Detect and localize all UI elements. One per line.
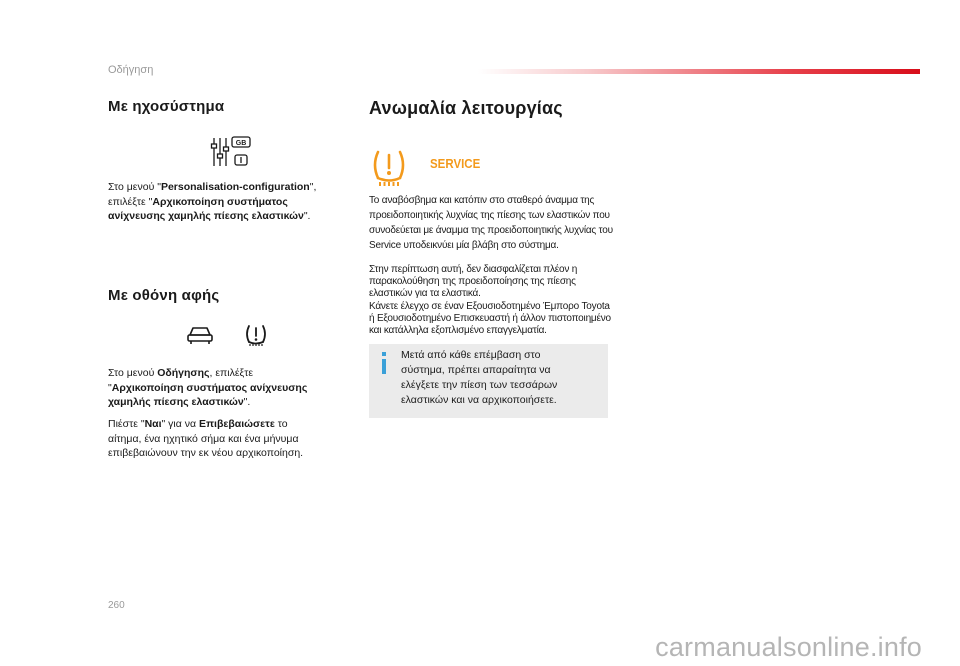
paragraph-confirm-instructions: Πιέστε "Ναι" για να Επιβεβαιώσετε το αίτημα, ένα ηχητικό σήμα και ένα μήνυμα επιβεβαιώνουν την εκ νέου αρχικοποίηση.	[108, 418, 304, 459]
section-title: Οδήγηση	[108, 64, 154, 76]
info-icon	[379, 352, 389, 374]
info-note-text: Μετά από κάθε επέμβαση στο σύστημα, πρέπει απαραίτητα να ελέγξετε την πίεση των τεσσάρων ελαστικών και να αρχικοποιήσετε.	[401, 349, 558, 406]
tire-pressure-warning-icon	[370, 148, 408, 188]
service-warning-label: SERVICE	[430, 157, 481, 171]
header-accent-line	[478, 69, 920, 74]
tire-pressure-icon	[243, 323, 269, 347]
info-note-box	[369, 344, 608, 418]
gb-badge-label: GB	[235, 140, 247, 147]
heading-audio-system: Με ηχοσύστημα	[108, 98, 225, 115]
menu-name: Personalisation-configuration	[160, 181, 310, 193]
watermark-text: carmanualsonline.info	[655, 632, 922, 662]
car-icon	[185, 323, 215, 347]
page-number: 260	[108, 600, 125, 611]
paragraph-malfunction-action: Στην περίπτωση αυτή, δεν διασφαλίζεται πλέον η παρακολούθηση της προειδοποίησης της πίεσης ελαστικών για τα ελαστικά. Κάνετε έλεγχο σε έναν Εξουσιοδοτημένο Έμπορο Toyota ή Εξουσιοδοτημένο Επισκευαστή ή άλλον πιστοποιημένο και κατάλληλα εξοπλισμένο επαγγελματία.	[369, 264, 611, 337]
paragraph-audio-instructions: Στο μενού "Personalisation-configuration", επιλέξτε "Αρχικοποίηση συστήματος ανίχνευσης χαμηλής πίεσης ελαστικών".	[108, 181, 317, 222]
heading-touch-screen: Με οθόνη αφής	[108, 287, 220, 304]
paragraph-touch-instructions: Στο μενού Οδήγησης, επιλέξτε "Αρχικοποίηση συστήματος ανίχνευσης χαμηλής πίεσης ελαστικών".	[108, 367, 308, 408]
paragraph-malfunction-description: Το αναβόσβημα και κατόπιν στο σταθερό άναμμα της προειδοποιητικής λυχνίας της πίεσης των ελαστικών που συνοδεύεται με άναμμα της προειδοποιητικής λυχνίας του Service υποδεικνύει μία βλάβη στο σύστημα.	[369, 195, 613, 251]
heading-malfunction: Ανωμαλία λειτουργίας	[369, 98, 563, 118]
settings-sliders-icon	[210, 136, 254, 168]
